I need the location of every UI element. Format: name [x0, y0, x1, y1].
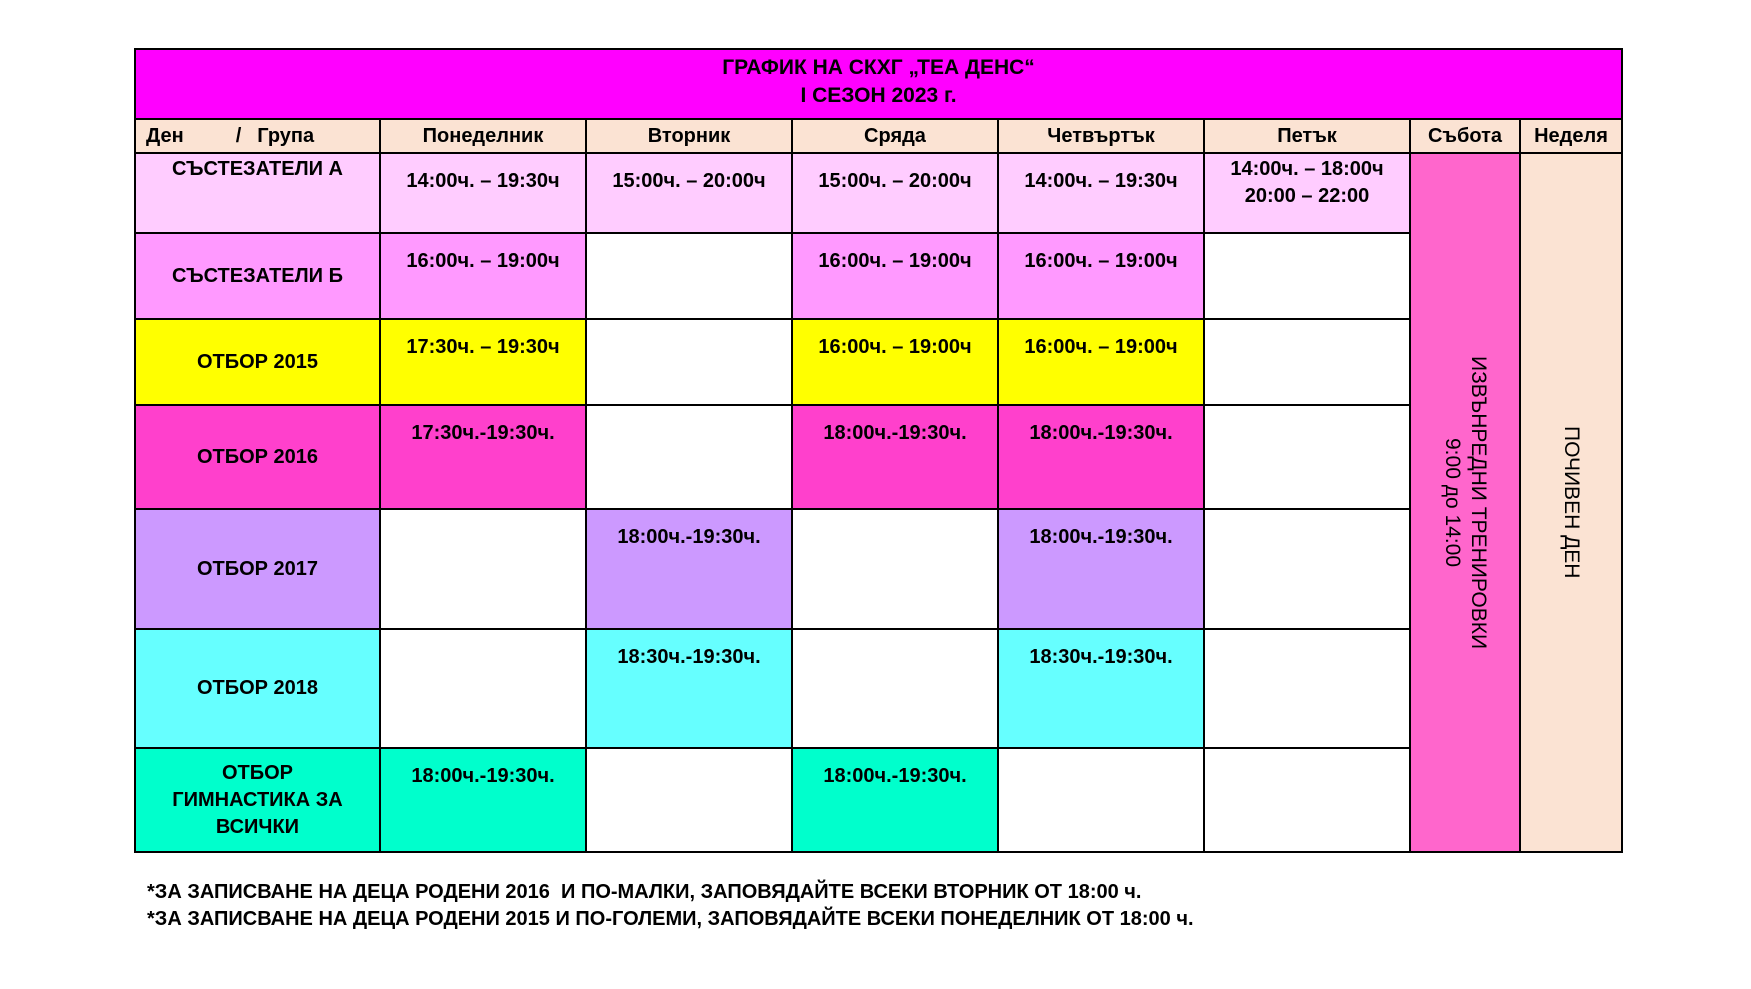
sunday-rest-day	[1521, 154, 1621, 851]
time-cell-tuesday	[587, 630, 793, 749]
group-cell	[136, 320, 381, 406]
group-label: ОТБОР 2015	[196, 350, 319, 373]
time-cell-thursday	[999, 630, 1205, 749]
time-value: 18:30ч.-19:30ч.	[617, 646, 761, 668]
time-cell-monday	[381, 630, 587, 749]
time-value: 18:00ч.-19:30ч.	[823, 765, 967, 787]
time-value: 18:00ч.-19:30ч.	[823, 422, 967, 444]
time-cell-tuesday	[587, 154, 793, 234]
time-cell-monday	[381, 320, 587, 406]
group-label: СЪСТЕЗАТЕЛИ Б	[172, 264, 343, 287]
sunday-text: ПОЧИВЕН ДЕН	[1560, 426, 1583, 579]
saturday-title: ИЗВЪНРЕДНИ ТРЕНИРОВКИ	[1467, 355, 1490, 650]
time-cell-thursday	[999, 154, 1205, 234]
day-header-sunday: Неделя	[1521, 120, 1621, 154]
time-value: 17:30ч. – 19:30ч	[406, 336, 560, 358]
time-value: 16:00ч. – 19:00ч	[1024, 336, 1178, 358]
time-cell-tuesday	[587, 234, 793, 320]
day-header-saturday: Събота	[1411, 120, 1521, 154]
group-label-line: ОТБОР	[221, 761, 294, 784]
time-cell-wednesday	[793, 630, 999, 749]
time-value: 16:00ч. – 19:00ч	[1024, 250, 1178, 272]
time-value: 15:00ч. – 20:00ч	[818, 170, 972, 192]
time-cell-wednesday	[793, 406, 999, 510]
day-header-tuesday: Вторник	[587, 120, 793, 154]
group-cell	[136, 234, 381, 320]
time-value: 16:00ч. – 19:00ч	[406, 250, 560, 272]
time-cell-wednesday	[793, 234, 999, 320]
time-cell-tuesday	[587, 406, 793, 510]
day-header-monday: Понеделник	[381, 120, 587, 154]
time-cell-friday	[1205, 320, 1411, 406]
time-cell-monday	[381, 510, 587, 630]
time-cell-friday	[1205, 749, 1411, 851]
time-value: 17:30ч.-19:30ч.	[411, 422, 555, 444]
time-value: 18:00ч.-19:30ч.	[617, 526, 761, 548]
time-value: 14:00ч. – 19:30ч	[1024, 170, 1178, 192]
time-cell-wednesday	[793, 749, 999, 851]
time-cell-wednesday	[793, 510, 999, 630]
time-value-extra: 20:00 – 22:00	[1244, 185, 1370, 207]
time-cell-wednesday	[793, 154, 999, 234]
time-cell-friday	[1205, 510, 1411, 630]
time-value: 16:00ч. – 19:00ч	[818, 336, 972, 358]
saturday-hours: 9:00 до 14:00	[1441, 437, 1464, 567]
time-cell-monday	[381, 154, 587, 234]
time-value: 14:00ч. – 19:30ч	[406, 170, 560, 192]
time-value: 15:00ч. – 20:00ч	[612, 170, 766, 192]
time-cell-friday	[1205, 630, 1411, 749]
time-cell-monday	[381, 234, 587, 320]
time-cell-friday	[1205, 406, 1411, 510]
corner-group: Група	[257, 124, 315, 147]
saturday-extra-training	[1411, 154, 1521, 851]
corner-separator: /	[235, 124, 242, 147]
time-cell-friday	[1205, 234, 1411, 320]
group-label: СЪСТЕЗАТЕЛИ А	[171, 158, 343, 180]
group-label-line: ГИМНАСТИКА ЗА	[172, 788, 343, 811]
group-cell	[136, 630, 381, 749]
time-cell-thursday	[999, 749, 1205, 851]
time-cell-friday	[1205, 154, 1411, 234]
time-cell-tuesday	[587, 320, 793, 406]
time-cell-thursday	[999, 510, 1205, 630]
time-cell-wednesday	[793, 320, 999, 406]
group-label: ОТБОР 2017	[196, 557, 319, 580]
time-cell-monday	[381, 749, 587, 851]
time-cell-thursday	[999, 320, 1205, 406]
corner-header	[136, 120, 381, 154]
day-header-thursday: Четвъртък	[999, 120, 1205, 154]
time-cell-monday	[381, 406, 587, 510]
schedule-table	[134, 48, 1623, 853]
group-cell	[136, 510, 381, 630]
time-value: 18:30ч.-19:30ч.	[1029, 646, 1173, 668]
corner-day: Ден	[146, 124, 184, 147]
time-cell-tuesday	[587, 510, 793, 630]
day-header-friday: Петък	[1205, 120, 1411, 154]
enrollment-notes	[147, 879, 1194, 933]
note-line-2: *ЗА ЗАПИСВАНЕ НА ДЕЦА РОДЕНИ 2015 И ПО-ГОЛЕМИ, ЗАПОВЯДАЙТЕ ВСЕКИ ПОНЕДЕЛНИК ОТ 18:00 ч.	[147, 908, 1194, 930]
time-value: 18:00ч.-19:30ч.	[1029, 422, 1173, 444]
time-value: 16:00ч. – 19:00ч	[818, 250, 972, 272]
group-cell	[136, 154, 381, 234]
note-line-1: *ЗА ЗАПИСВАНЕ НА ДЕЦА РОДЕНИ 2016 И ПО-МАЛКИ, ЗАПОВЯДАЙТЕ ВСЕКИ ВТОРНИК ОТ 18:00 ч.	[147, 881, 1142, 903]
time-value: 14:00ч. – 18:00ч	[1230, 158, 1384, 180]
time-cell-tuesday	[587, 749, 793, 851]
group-label-line: ВСИЧКИ	[215, 815, 300, 838]
title-line-2: I СЕЗОН 2023 г.	[800, 84, 957, 107]
group-label: ОТБОР 2016	[196, 445, 319, 468]
time-value: 18:00ч.-19:30ч.	[1029, 526, 1173, 548]
time-value: 18:00ч.-19:30ч.	[411, 765, 555, 787]
group-cell	[136, 406, 381, 510]
time-cell-thursday	[999, 406, 1205, 510]
group-label: ОТБОР 2018	[196, 677, 319, 699]
title-line-1: ГРАФИК НА СКХГ „ТЕА ДЕНС“	[722, 56, 1035, 79]
day-header-wednesday: Сряда	[793, 120, 999, 154]
group-cell	[136, 749, 381, 851]
schedule-title	[136, 50, 1621, 120]
time-cell-thursday	[999, 234, 1205, 320]
